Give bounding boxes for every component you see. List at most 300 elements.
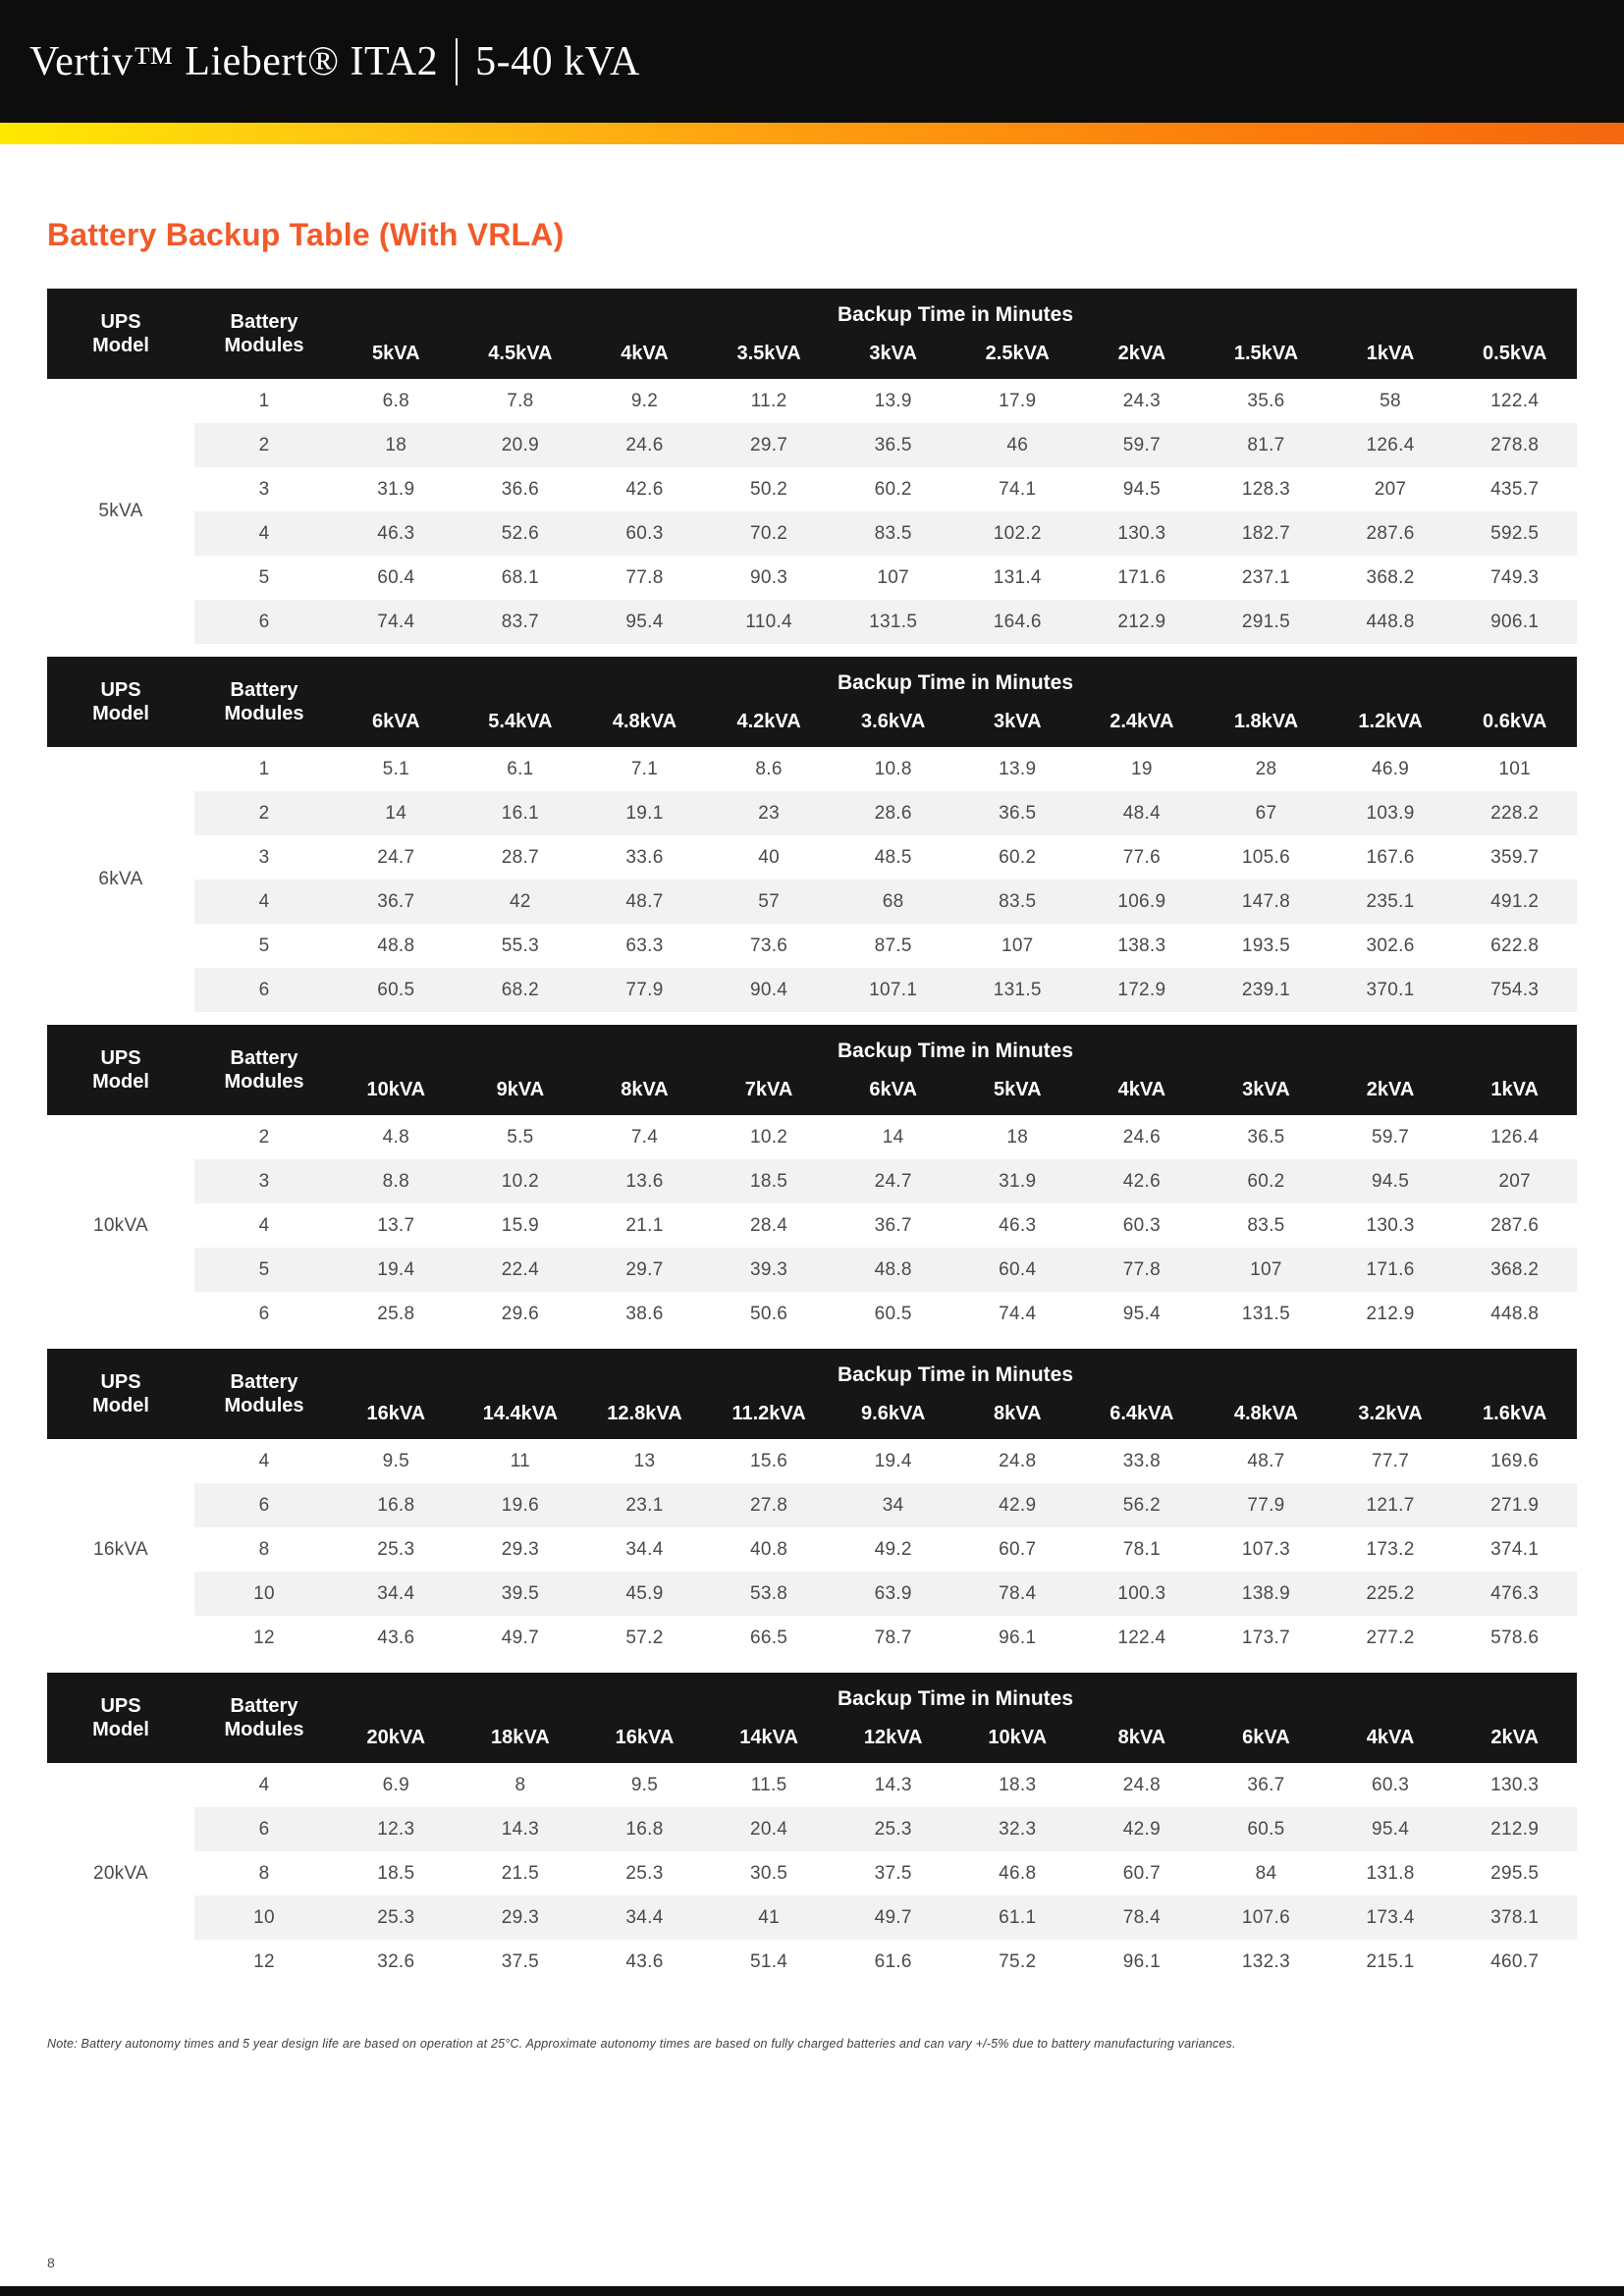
kva-column-header: 9.6kVA [831, 1396, 955, 1439]
kva-column-header: 12kVA [831, 1720, 955, 1763]
backup-minutes-cell: 34 [831, 1483, 955, 1527]
table-body [47, 747, 1577, 1012]
backup-minutes-cell: 60.5 [1204, 1807, 1328, 1851]
battery-modules-cell: 8 [194, 1851, 334, 1896]
backup-minutes-cell: 77.6 [1080, 835, 1205, 880]
battery-modules-cell: 5 [194, 924, 334, 968]
battery-modules-cell: 3 [194, 1159, 334, 1203]
backup-minutes-cell: 39.3 [707, 1248, 832, 1292]
backup-minutes-cell: 173.4 [1328, 1896, 1453, 1940]
backup-minutes-cell: 7.1 [582, 747, 707, 791]
backup-minutes-cell: 45.9 [582, 1572, 707, 1616]
battery-modules-header [194, 1025, 334, 1115]
backup-minutes-cell: 16.1 [459, 791, 583, 835]
ups-model-label: UPS Model [92, 1370, 149, 1416]
backup-table-16kVA [47, 1349, 1577, 1660]
table-header [47, 1673, 1577, 1763]
backup-minutes-cell: 49.7 [459, 1616, 583, 1660]
table-body [47, 1439, 1577, 1660]
backup-minutes-cell: 48.8 [831, 1248, 955, 1292]
backup-minutes-cell: 59.7 [1328, 1115, 1453, 1159]
kva-column-header: 2.4kVA [1080, 704, 1205, 747]
backup-minutes-cell: 19 [1080, 747, 1205, 791]
backup-minutes-cell: 15.9 [459, 1203, 583, 1248]
kva-column-header: 2kVA [1328, 1072, 1453, 1115]
battery-modules-cell: 4 [194, 1439, 334, 1483]
backup-minutes-cell: 107 [1204, 1248, 1328, 1292]
backup-minutes-cell: 164.6 [955, 600, 1080, 644]
kva-column-header: 5.4kVA [459, 704, 583, 747]
backup-minutes-cell: 9.5 [582, 1763, 707, 1807]
backup-minutes-cell: 36.5 [1204, 1115, 1328, 1159]
backup-minutes-cell: 7.8 [459, 379, 583, 423]
backup-minutes-cell: 212.9 [1328, 1292, 1453, 1336]
backup-minutes-cell: 87.5 [831, 924, 955, 968]
table-header [47, 289, 1577, 379]
table-row [47, 747, 1577, 791]
backup-minutes-cell: 34.4 [582, 1896, 707, 1940]
kva-column-header: 1.6kVA [1452, 1396, 1577, 1439]
backup-minutes-cell: 83.7 [459, 600, 583, 644]
ups-model-cell: 5kVA [47, 379, 194, 644]
battery-modules-header [194, 1349, 334, 1439]
backup-minutes-cell: 8 [459, 1763, 583, 1807]
kva-column-header: 11.2kVA [707, 1396, 832, 1439]
backup-minutes-cell: 110.4 [707, 600, 832, 644]
backup-minutes-cell: 21.1 [582, 1203, 707, 1248]
backup-minutes-cell: 491.2 [1452, 880, 1577, 924]
backup-minutes-cell: 52.6 [459, 511, 583, 556]
backup-minutes-cell: 36.7 [1204, 1763, 1328, 1807]
backup-minutes-cell: 378.1 [1452, 1896, 1577, 1940]
backup-minutes-cell: 228.2 [1452, 791, 1577, 835]
backup-minutes-cell: 90.3 [707, 556, 832, 600]
backup-minutes-cell: 73.6 [707, 924, 832, 968]
backup-minutes-cell: 43.6 [582, 1940, 707, 1984]
backup-minutes-cell: 225.2 [1328, 1572, 1453, 1616]
document-title [29, 38, 640, 85]
backup-table-6kVA [47, 657, 1577, 1012]
backup-minutes-cell: 31.9 [334, 467, 459, 511]
backup-minutes-cell: 25.3 [831, 1807, 955, 1851]
backup-minutes-cell: 18 [334, 423, 459, 467]
battery-modules-cell: 12 [194, 1616, 334, 1660]
backup-minutes-cell: 359.7 [1452, 835, 1577, 880]
brand-gradient-bar [0, 123, 1624, 144]
table-header [47, 1025, 1577, 1115]
backup-minutes-cell: 18.3 [955, 1763, 1080, 1807]
backup-minutes-cell: 46.3 [955, 1203, 1080, 1248]
backup-minutes-cell: 83.5 [1204, 1203, 1328, 1248]
backup-minutes-cell: 20.4 [707, 1807, 832, 1851]
backup-minutes-cell: 28.7 [459, 835, 583, 880]
backup-minutes-cell: 74.4 [955, 1292, 1080, 1336]
backup-minutes-cell: 235.1 [1328, 880, 1453, 924]
backup-minutes-cell: 46 [955, 423, 1080, 467]
backup-minutes-cell: 20.9 [459, 423, 583, 467]
backup-minutes-cell: 24.8 [955, 1439, 1080, 1483]
kva-column-header: 5kVA [334, 336, 459, 379]
backup-minutes-cell: 578.6 [1452, 1616, 1577, 1660]
kva-column-header: 18kVA [459, 1720, 583, 1763]
backup-minutes-cell: 14.3 [831, 1763, 955, 1807]
backup-minutes-cell: 14 [831, 1115, 955, 1159]
backup-minutes-cell: 29.3 [459, 1896, 583, 1940]
table-row [47, 1572, 1577, 1616]
table-row [47, 423, 1577, 467]
backup-minutes-cell: 78.4 [955, 1572, 1080, 1616]
header-row-top [47, 1673, 1577, 1720]
kva-column-header: 6kVA [831, 1072, 955, 1115]
footnote: Note: Battery autonomy times and 5 year design life are based on operation at 25°C. Approximate autonomy times are based on fully charged batteries and can vary +/-5% due to battery manufacturing variances. [47, 2037, 1236, 2051]
backup-minutes-cell: 58 [1328, 379, 1453, 423]
backup-minutes-cell: 60.5 [831, 1292, 955, 1336]
backup-minutes-cell: 33.6 [582, 835, 707, 880]
backup-minutes-cell: 212.9 [1452, 1807, 1577, 1851]
backup-minutes-cell: 291.5 [1204, 600, 1328, 644]
table-row [47, 1115, 1577, 1159]
battery-modules-cell: 10 [194, 1896, 334, 1940]
table-body [47, 1763, 1577, 1984]
backup-minutes-cell: 128.3 [1204, 467, 1328, 511]
backup-minutes-cell: 131.8 [1328, 1851, 1453, 1896]
backup-minutes-cell: 30.5 [707, 1851, 832, 1896]
backup-minutes-cell: 46.3 [334, 511, 459, 556]
backup-minutes-cell: 25.8 [334, 1292, 459, 1336]
backup-minutes-cell: 42.6 [1080, 1159, 1205, 1203]
backup-minutes-cell: 78.4 [1080, 1896, 1205, 1940]
backup-minutes-cell: 23 [707, 791, 832, 835]
backup-minutes-cell: 50.2 [707, 467, 832, 511]
table-row [47, 1940, 1577, 1984]
backup-minutes-cell: 10.2 [459, 1159, 583, 1203]
backup-minutes-cell: 103.9 [1328, 791, 1453, 835]
bottom-edge-bar [0, 2286, 1624, 2296]
backup-minutes-cell: 7.4 [582, 1115, 707, 1159]
backup-minutes-cell: 42.9 [1080, 1807, 1205, 1851]
backup-minutes-cell: 68.1 [459, 556, 583, 600]
backup-minutes-cell: 59.7 [1080, 423, 1205, 467]
backup-minutes-cell: 9.5 [334, 1439, 459, 1483]
backup-minutes-cell: 19.6 [459, 1483, 583, 1527]
backup-minutes-cell: 5.5 [459, 1115, 583, 1159]
backup-minutes-cell: 57.2 [582, 1616, 707, 1660]
backup-minutes-cell: 94.5 [1080, 467, 1205, 511]
backup-minutes-cell: 53.8 [707, 1572, 832, 1616]
backup-minutes-cell: 39.5 [459, 1572, 583, 1616]
backup-minutes-cell: 68.2 [459, 968, 583, 1012]
kva-column-header: 0.5kVA [1452, 336, 1577, 379]
kva-column-header: 4kVA [1328, 1720, 1453, 1763]
backup-minutes-cell: 122.4 [1080, 1616, 1205, 1660]
table-row [47, 1807, 1577, 1851]
page-title: Battery Backup Table (With VRLA) [47, 217, 565, 252]
kva-column-header: 3kVA [1204, 1072, 1328, 1115]
backup-minutes-cell: 906.1 [1452, 600, 1577, 644]
backup-minutes-cell: 8.6 [707, 747, 832, 791]
backup-minutes-cell: 131.5 [831, 600, 955, 644]
backup-minutes-cell: 193.5 [1204, 924, 1328, 968]
backup-minutes-cell: 126.4 [1328, 423, 1453, 467]
backup-minutes-cell: 18 [955, 1115, 1080, 1159]
backup-minutes-cell: 212.9 [1080, 600, 1205, 644]
kva-column-header: 4kVA [1080, 1072, 1205, 1115]
backup-minutes-cell: 130.3 [1080, 511, 1205, 556]
battery-modules-label: Battery Modules [224, 1694, 304, 1740]
kva-column-header: 16kVA [582, 1720, 707, 1763]
table-row [47, 1292, 1577, 1336]
kva-column-header: 1.2kVA [1328, 704, 1453, 747]
backup-minutes-cell: 107 [831, 556, 955, 600]
backup-minutes-cell: 31.9 [955, 1159, 1080, 1203]
backup-minutes-cell: 287.6 [1328, 511, 1453, 556]
backup-minutes-cell: 182.7 [1204, 511, 1328, 556]
table-row [47, 1896, 1577, 1940]
backup-minutes-cell: 107 [955, 924, 1080, 968]
backup-time-header: Backup Time in Minutes [334, 657, 1577, 704]
backup-minutes-cell: 173.2 [1328, 1527, 1453, 1572]
ups-model-header [47, 1673, 194, 1763]
backup-minutes-cell: 60.7 [1080, 1851, 1205, 1896]
backup-minutes-cell: 46.8 [955, 1851, 1080, 1896]
backup-minutes-cell: 19.4 [334, 1248, 459, 1292]
kva-column-header: 1.8kVA [1204, 704, 1328, 747]
kva-column-header: 4.2kVA [707, 704, 832, 747]
backup-minutes-cell: 57 [707, 880, 832, 924]
backup-minutes-cell: 63.9 [831, 1572, 955, 1616]
backup-minutes-cell: 237.1 [1204, 556, 1328, 600]
backup-minutes-cell: 24.8 [1080, 1763, 1205, 1807]
backup-minutes-cell: 13 [582, 1439, 707, 1483]
battery-modules-cell: 2 [194, 423, 334, 467]
kva-column-header: 1kVA [1328, 336, 1453, 379]
battery-modules-cell: 5 [194, 556, 334, 600]
ups-model-label: UPS Model [92, 1046, 149, 1093]
backup-minutes-cell: 130.3 [1452, 1763, 1577, 1807]
kva-column-header: 14kVA [707, 1720, 832, 1763]
battery-modules-cell: 1 [194, 379, 334, 423]
kva-column-header: 3.5kVA [707, 336, 832, 379]
table-row [47, 511, 1577, 556]
backup-minutes-cell: 368.2 [1328, 556, 1453, 600]
ups-model-header [47, 1349, 194, 1439]
backup-minutes-cell: 19.1 [582, 791, 707, 835]
backup-minutes-cell: 18.5 [334, 1851, 459, 1896]
backup-minutes-cell: 107.3 [1204, 1527, 1328, 1572]
kva-column-header: 3.6kVA [831, 704, 955, 747]
table-row [47, 880, 1577, 924]
battery-modules-cell: 4 [194, 1763, 334, 1807]
backup-minutes-cell: 6.1 [459, 747, 583, 791]
backup-minutes-cell: 70.2 [707, 511, 832, 556]
table-row [47, 1248, 1577, 1292]
backup-minutes-cell: 278.8 [1452, 423, 1577, 467]
kva-column-header: 7kVA [707, 1072, 832, 1115]
backup-minutes-cell: 29.7 [707, 423, 832, 467]
backup-minutes-cell: 16.8 [334, 1483, 459, 1527]
backup-minutes-cell: 24.7 [831, 1159, 955, 1203]
backup-minutes-cell: 49.2 [831, 1527, 955, 1572]
backup-minutes-cell: 37.5 [459, 1940, 583, 1984]
backup-minutes-cell: 13.7 [334, 1203, 459, 1248]
backup-minutes-cell: 126.4 [1452, 1115, 1577, 1159]
kva-column-header: 4.8kVA [1204, 1396, 1328, 1439]
backup-minutes-cell: 14.3 [459, 1807, 583, 1851]
backup-minutes-cell: 100.3 [1080, 1572, 1205, 1616]
backup-minutes-cell: 131.5 [1204, 1292, 1328, 1336]
backup-minutes-cell: 476.3 [1452, 1572, 1577, 1616]
backup-minutes-cell: 171.6 [1080, 556, 1205, 600]
backup-minutes-cell: 131.4 [955, 556, 1080, 600]
backup-minutes-cell: 105.6 [1204, 835, 1328, 880]
backup-minutes-cell: 622.8 [1452, 924, 1577, 968]
backup-minutes-cell: 13.9 [831, 379, 955, 423]
backup-minutes-cell: 24.6 [582, 423, 707, 467]
backup-minutes-cell: 6.8 [334, 379, 459, 423]
kva-column-header: 0.6kVA [1452, 704, 1577, 747]
backup-minutes-cell: 10.8 [831, 747, 955, 791]
backup-minutes-cell: 27.8 [707, 1483, 832, 1527]
backup-minutes-cell: 67 [1204, 791, 1328, 835]
backup-minutes-cell: 16.8 [582, 1807, 707, 1851]
power-range-title: 5-40 kVA [475, 38, 640, 84]
backup-minutes-cell: 138.3 [1080, 924, 1205, 968]
table-row [47, 924, 1577, 968]
backup-minutes-cell: 77.9 [1204, 1483, 1328, 1527]
ups-model-cell: 6kVA [47, 747, 194, 1012]
backup-minutes-cell: 61.1 [955, 1896, 1080, 1940]
backup-minutes-cell: 10.2 [707, 1115, 832, 1159]
backup-minutes-cell: 287.6 [1452, 1203, 1577, 1248]
ups-model-label: UPS Model [92, 1694, 149, 1740]
ups-model-cell: 20kVA [47, 1763, 194, 1984]
table-header [47, 657, 1577, 747]
backup-minutes-cell: 33.8 [1080, 1439, 1205, 1483]
backup-minutes-cell: 60.3 [1328, 1763, 1453, 1807]
table-row [47, 791, 1577, 835]
kva-column-header: 8kVA [1080, 1720, 1205, 1763]
backup-minutes-cell: 448.8 [1452, 1292, 1577, 1336]
ups-model-label: UPS Model [92, 678, 149, 724]
backup-minutes-cell: 107.1 [831, 968, 955, 1012]
backup-minutes-cell: 25.3 [334, 1527, 459, 1572]
battery-modules-header [194, 657, 334, 747]
backup-minutes-cell: 49.7 [831, 1896, 955, 1940]
backup-minutes-cell: 28.4 [707, 1203, 832, 1248]
backup-minutes-cell: 18.5 [707, 1159, 832, 1203]
kva-column-header: 4.8kVA [582, 704, 707, 747]
backup-minutes-cell: 36.5 [831, 423, 955, 467]
battery-modules-cell: 6 [194, 1292, 334, 1336]
battery-modules-cell: 4 [194, 1203, 334, 1248]
backup-minutes-cell: 138.9 [1204, 1572, 1328, 1616]
backup-minutes-cell: 78.1 [1080, 1527, 1205, 1572]
backup-minutes-cell: 374.1 [1452, 1527, 1577, 1572]
backup-minutes-cell: 754.3 [1452, 968, 1577, 1012]
table-row [47, 1483, 1577, 1527]
backup-minutes-cell: 96.1 [1080, 1940, 1205, 1984]
backup-minutes-cell: 60.5 [334, 968, 459, 1012]
backup-minutes-cell: 48.8 [334, 924, 459, 968]
backup-minutes-cell: 24.6 [1080, 1115, 1205, 1159]
backup-time-header: Backup Time in Minutes [334, 1673, 1577, 1720]
backup-minutes-cell: 102.2 [955, 511, 1080, 556]
backup-minutes-cell: 171.6 [1328, 1248, 1453, 1292]
tables-container [47, 289, 1577, 1984]
backup-minutes-cell: 370.1 [1328, 968, 1453, 1012]
backup-minutes-cell: 83.5 [831, 511, 955, 556]
battery-modules-cell: 6 [194, 600, 334, 644]
backup-minutes-cell: 60.2 [831, 467, 955, 511]
table-row [47, 556, 1577, 600]
table-row [47, 1616, 1577, 1660]
backup-minutes-cell: 96.1 [955, 1616, 1080, 1660]
backup-minutes-cell: 101 [1452, 747, 1577, 791]
table-row [47, 1763, 1577, 1807]
battery-modules-cell: 5 [194, 1248, 334, 1292]
backup-minutes-cell: 48.5 [831, 835, 955, 880]
backup-minutes-cell: 14 [334, 791, 459, 835]
backup-minutes-cell: 42.6 [582, 467, 707, 511]
backup-minutes-cell: 81.7 [1204, 423, 1328, 467]
ups-model-cell: 16kVA [47, 1439, 194, 1660]
backup-minutes-cell: 11 [459, 1439, 583, 1483]
backup-minutes-cell: 95.4 [582, 600, 707, 644]
backup-minutes-cell: 34.4 [334, 1572, 459, 1616]
backup-minutes-cell: 13.6 [582, 1159, 707, 1203]
backup-minutes-cell: 749.3 [1452, 556, 1577, 600]
backup-minutes-cell: 167.6 [1328, 835, 1453, 880]
backup-minutes-cell: 239.1 [1204, 968, 1328, 1012]
backup-minutes-cell: 77.7 [1328, 1439, 1453, 1483]
backup-minutes-cell: 50.6 [707, 1292, 832, 1336]
kva-column-header: 12.8kVA [582, 1396, 707, 1439]
kva-column-header: 1.5kVA [1204, 336, 1328, 379]
kva-column-header: 10kVA [334, 1072, 459, 1115]
title-divider [456, 38, 458, 85]
backup-minutes-cell: 42 [459, 880, 583, 924]
kva-column-header: 3.2kVA [1328, 1396, 1453, 1439]
backup-minutes-cell: 15.6 [707, 1439, 832, 1483]
kva-column-header: 3kVA [955, 704, 1080, 747]
backup-minutes-cell: 11.2 [707, 379, 832, 423]
backup-minutes-cell: 36.5 [955, 791, 1080, 835]
backup-minutes-cell: 60.2 [1204, 1159, 1328, 1203]
table-body [47, 379, 1577, 644]
table-row [47, 600, 1577, 644]
battery-modules-label: Battery Modules [224, 1046, 304, 1093]
backup-minutes-cell: 277.2 [1328, 1616, 1453, 1660]
backup-minutes-cell: 48.4 [1080, 791, 1205, 835]
backup-minutes-cell: 207 [1452, 1159, 1577, 1203]
battery-modules-cell: 2 [194, 1115, 334, 1159]
backup-minutes-cell: 302.6 [1328, 924, 1453, 968]
header-row-top [47, 1349, 1577, 1396]
table-header [47, 1349, 1577, 1439]
kva-column-header: 2.5kVA [955, 336, 1080, 379]
kva-column-header: 3kVA [831, 336, 955, 379]
backup-minutes-cell: 68 [831, 880, 955, 924]
ups-model-header [47, 657, 194, 747]
backup-minutes-cell: 37.5 [831, 1851, 955, 1896]
backup-minutes-cell: 24.7 [334, 835, 459, 880]
kva-column-header: 20kVA [334, 1720, 459, 1763]
backup-minutes-cell: 25.3 [582, 1851, 707, 1896]
backup-minutes-cell: 94.5 [1328, 1159, 1453, 1203]
kva-column-header: 4kVA [582, 336, 707, 379]
backup-minutes-cell: 60.4 [334, 556, 459, 600]
backup-minutes-cell: 78.7 [831, 1616, 955, 1660]
